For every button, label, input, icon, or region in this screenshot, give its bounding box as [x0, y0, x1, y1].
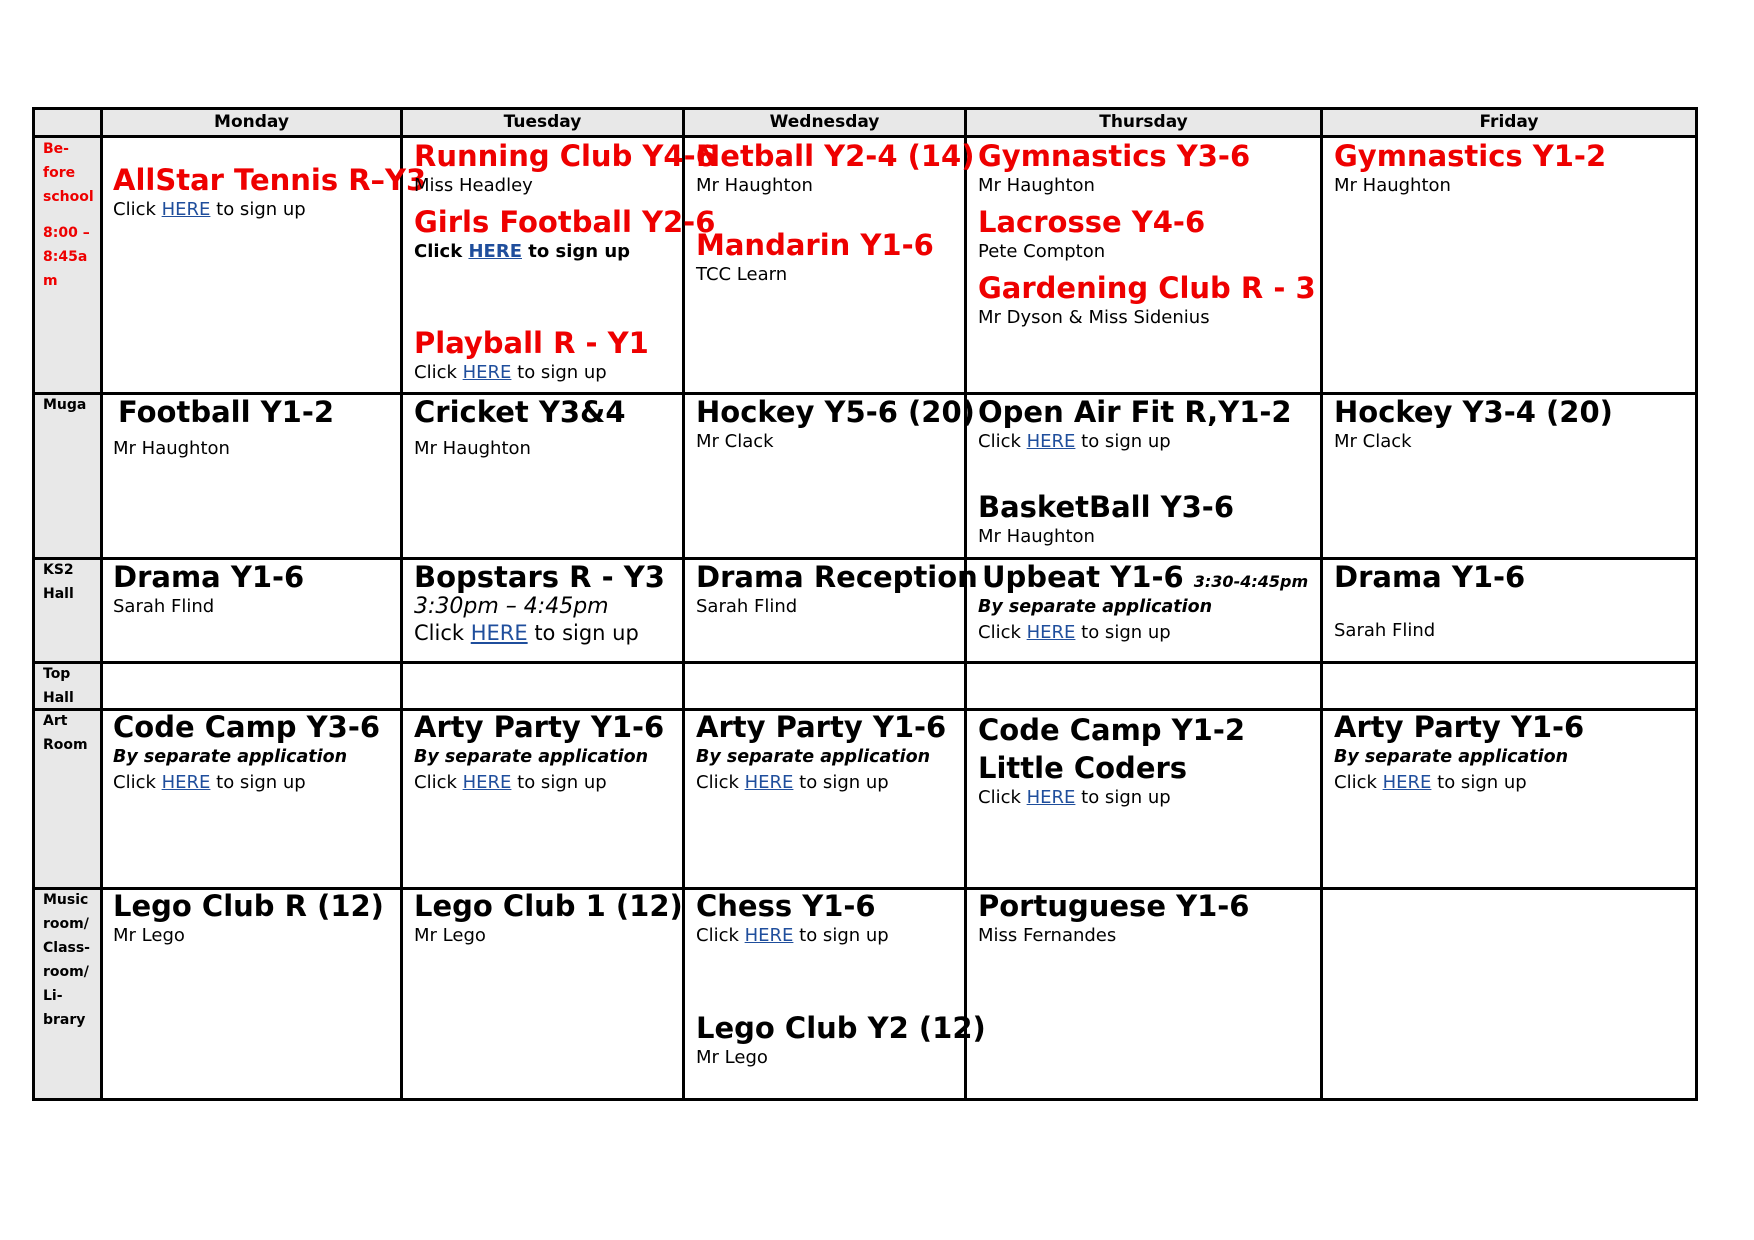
cell-before-school-wednesday — [696, 139, 974, 199]
cell-ks2-thursday-sub — [978, 594, 1212, 646]
row-label-ks2-hall: KS2 Hall — [43, 562, 74, 602]
instructor: Sarah Flind — [113, 596, 215, 617]
signup-line — [696, 770, 946, 796]
signup-link[interactable]: HERE — [744, 772, 794, 793]
signup-link[interactable]: HERE — [470, 621, 528, 645]
signup-link[interactable]: HERE — [744, 925, 794, 946]
row-label-top-hall: Top Hall — [43, 666, 74, 706]
signup-text: Click — [113, 199, 162, 220]
cell-art-friday — [1334, 710, 1584, 796]
instructor: Mr Lego — [113, 925, 185, 946]
activity-title: Mandarin Y1-6 — [696, 228, 934, 262]
activity-title: Girls Football Y2-6 — [414, 205, 716, 239]
signup-text: Click — [978, 622, 1027, 643]
application-note: By separate application — [1334, 747, 1569, 767]
signup-text: to sign up — [511, 772, 607, 793]
cell-before-school-tuesday — [414, 139, 716, 199]
signup-line — [414, 239, 715, 265]
activity-title: Gardening Club R - 3 — [978, 271, 1316, 305]
cell-ks2-wednesday — [696, 560, 978, 620]
signup-text: Click — [696, 772, 745, 793]
signup-link[interactable]: HERE — [161, 772, 211, 793]
instructor: Mr Clack — [696, 431, 774, 452]
signup-link[interactable]: HERE — [161, 199, 211, 220]
application-note: By separate application — [113, 747, 348, 767]
activity-title: Running Club Y4-6 — [414, 139, 716, 173]
activity-title: Gymnastics Y1-2 — [1334, 139, 1607, 173]
cell-ks2-tuesday — [414, 560, 665, 646]
activity-title: BasketBall Y3-6 — [978, 490, 1235, 524]
activity-title: Cricket Y3&4 — [414, 395, 626, 429]
signup-link[interactable]: HERE — [462, 362, 512, 383]
cell-music-tuesday — [414, 889, 683, 949]
application-note: By separate application — [414, 747, 649, 767]
cell-muga-tuesday-sub — [414, 436, 531, 462]
instructor: Mr Haughton — [113, 438, 230, 459]
cell-ks2-monday — [113, 560, 304, 620]
signup-text: Click — [978, 431, 1027, 452]
signup-link[interactable]: HERE — [1026, 622, 1076, 643]
signup-link[interactable]: HERE — [1026, 787, 1076, 808]
instructor: Mr Haughton — [696, 175, 813, 196]
activity-title: Drama Y1-6 — [113, 560, 305, 594]
header-tuesday: Tuesday — [503, 112, 582, 132]
cell-art-wednesday — [696, 710, 946, 796]
instructor: Miss Fernandes — [978, 925, 1117, 946]
cell-music-thursday — [978, 889, 1249, 949]
activity-title: Arty Party Y1-6 — [1334, 710, 1585, 744]
signup-line — [113, 197, 426, 223]
activity-title: AllStar Tennis R–Y3 — [113, 163, 427, 197]
activity-title: Gymnastics Y3-6 — [978, 139, 1251, 173]
signup-text: Click — [414, 772, 463, 793]
activity-title-text: Upbeat Y1-6 — [982, 560, 1184, 594]
activity-title: Lacrosse Y4-6 — [978, 205, 1206, 239]
activity-title: Drama Y1-6 — [1334, 560, 1526, 594]
cell-muga-monday — [118, 395, 334, 429]
cell-before-school-friday — [1334, 139, 1606, 199]
row-label-before-school-time: 8:00 – 8:45a m — [43, 225, 90, 289]
row-label-before-school: Be- fore school — [43, 141, 94, 205]
activity-title: Open Air Fit R,Y1-2 — [978, 395, 1292, 429]
signup-text: to sign up — [527, 621, 639, 645]
cell-muga-wednesday — [696, 395, 975, 455]
activity-title: Hockey Y5-6 (20) — [696, 395, 975, 429]
cell-before-school-monday — [113, 163, 426, 223]
signup-link[interactable]: HERE — [462, 772, 512, 793]
grid-vline — [32, 107, 35, 1101]
header-friday: Friday — [1479, 112, 1539, 132]
activity-title: Arty Party Y1-6 — [696, 710, 947, 744]
signup-text: to sign up — [1431, 772, 1527, 793]
session-time: 3:30pm – 4:45pm — [414, 594, 609, 619]
activity-title: Lego Club R (12) — [113, 889, 384, 923]
instructor: Sarah Flind — [1334, 620, 1436, 641]
signup-text: Click — [414, 241, 469, 262]
activity-title: Football Y1-2 — [118, 395, 335, 429]
signup-text: Click — [414, 362, 463, 383]
signup-text: Click — [696, 925, 745, 946]
cell-before-school-wednesday-2 — [696, 228, 934, 288]
signup-text: to sign up — [1075, 787, 1171, 808]
signup-link[interactable]: HERE — [468, 241, 522, 262]
cell-before-school-thursday-2 — [978, 205, 1205, 265]
header-thursday: Thursday — [1099, 112, 1188, 132]
signup-text: Click — [978, 787, 1027, 808]
cell-art-thursday — [978, 710, 1245, 811]
signup-text: Click — [1334, 772, 1383, 793]
grid-vline — [1695, 107, 1698, 1101]
cell-art-monday — [113, 710, 380, 796]
signup-text: to sign up — [210, 772, 306, 793]
signup-text: to sign up — [210, 199, 306, 220]
signup-text: to sign up — [522, 241, 631, 262]
activity-title: Hockey Y3-4 (20) — [1334, 395, 1613, 429]
grid-vline — [1320, 107, 1323, 1101]
signup-link[interactable]: HERE — [1382, 772, 1432, 793]
signup-text: to sign up — [1075, 622, 1171, 643]
activity-title: Drama Reception — [696, 560, 978, 594]
activity-title: Chess Y1-6 — [696, 889, 876, 923]
instructor: Mr Clack — [1334, 431, 1412, 452]
row-label-music-room: Music room/ Class- room/ Li- brary — [43, 892, 90, 1028]
session-time: 3:30-4:45pm — [1193, 572, 1309, 591]
cell-art-tuesday — [414, 710, 664, 796]
signup-line — [113, 770, 380, 796]
cell-ks2-friday — [1334, 560, 1525, 594]
activity-title: Code Camp Y1-2 — [978, 713, 1246, 747]
signup-line — [978, 429, 1292, 455]
signup-text: to sign up — [1075, 431, 1171, 452]
signup-text: to sign up — [793, 772, 889, 793]
cell-before-school-tuesday-2 — [414, 205, 715, 265]
application-note: By separate application — [696, 747, 931, 767]
grid-hline — [32, 1098, 1698, 1101]
grid-hline — [32, 135, 1698, 138]
activity-title: Netball Y2-4 (14) — [696, 139, 975, 173]
instructor: Miss Headley — [414, 175, 533, 196]
cell-before-school-thursday-3 — [978, 271, 1316, 331]
cell-music-wednesday — [696, 889, 889, 949]
instructor: Sarah Flind — [696, 596, 798, 617]
application-note: By separate application — [978, 597, 1213, 617]
header-wednesday: Wednesday — [769, 112, 880, 132]
activity-title: Arty Party Y1-6 — [414, 710, 665, 744]
header-monday: Monday — [214, 112, 289, 132]
instructor: Pete Compton — [978, 241, 1106, 262]
timetable — [32, 107, 1698, 1101]
cell-music-wednesday-2 — [696, 1011, 986, 1071]
signup-link[interactable]: HERE — [1026, 431, 1076, 452]
activity-title: Lego Club 1 (12) — [414, 889, 683, 923]
row-label-muga: Muga — [43, 397, 87, 413]
instructor: Mr Haughton — [978, 526, 1095, 547]
cell-before-school-tuesday-3 — [414, 326, 649, 386]
cell-music-monday — [113, 889, 384, 949]
grid-vline — [400, 107, 403, 1101]
cell-ks2-friday-sub — [1334, 618, 1435, 644]
instructor: Mr Haughton — [1334, 175, 1451, 196]
signup-text: Click — [113, 772, 162, 793]
activity-title: Bopstars R - Y3 — [414, 560, 665, 594]
cell-muga-tuesday — [414, 395, 626, 429]
instructor: TCC Learn — [696, 264, 788, 285]
signup-line — [978, 620, 1212, 646]
signup-text: to sign up — [793, 925, 889, 946]
signup-line — [414, 770, 664, 796]
activity-title: Little Coders — [978, 751, 1188, 785]
signup-line — [1334, 770, 1584, 796]
signup-line — [414, 620, 665, 646]
cell-muga-thursday — [978, 395, 1292, 455]
cell-muga-monday-sub — [113, 436, 230, 462]
instructor: Mr Haughton — [414, 438, 531, 459]
signup-text: Click — [414, 621, 471, 645]
instructor: Mr Lego — [696, 1047, 768, 1068]
instructor: Mr Haughton — [978, 175, 1095, 196]
signup-line — [978, 785, 1245, 811]
instructor: Mr Lego — [414, 925, 486, 946]
instructor: Mr Dyson & Miss Sidenius — [978, 307, 1210, 328]
cell-muga-thursday-2 — [978, 490, 1234, 550]
cell-before-school-thursday — [978, 139, 1250, 199]
signup-line — [696, 923, 889, 949]
cell-muga-friday — [1334, 395, 1613, 455]
signup-line — [414, 360, 649, 386]
activity-title: Portuguese Y1-6 — [978, 889, 1250, 923]
activity-title: Playball R - Y1 — [414, 326, 649, 360]
grid-hline — [32, 661, 1698, 664]
row-label-art-room: Art Room — [43, 713, 88, 753]
activity-title: Code Camp Y3-6 — [113, 710, 381, 744]
signup-text: to sign up — [511, 362, 607, 383]
activity-title: Lego Club Y2 (12) — [696, 1011, 986, 1045]
